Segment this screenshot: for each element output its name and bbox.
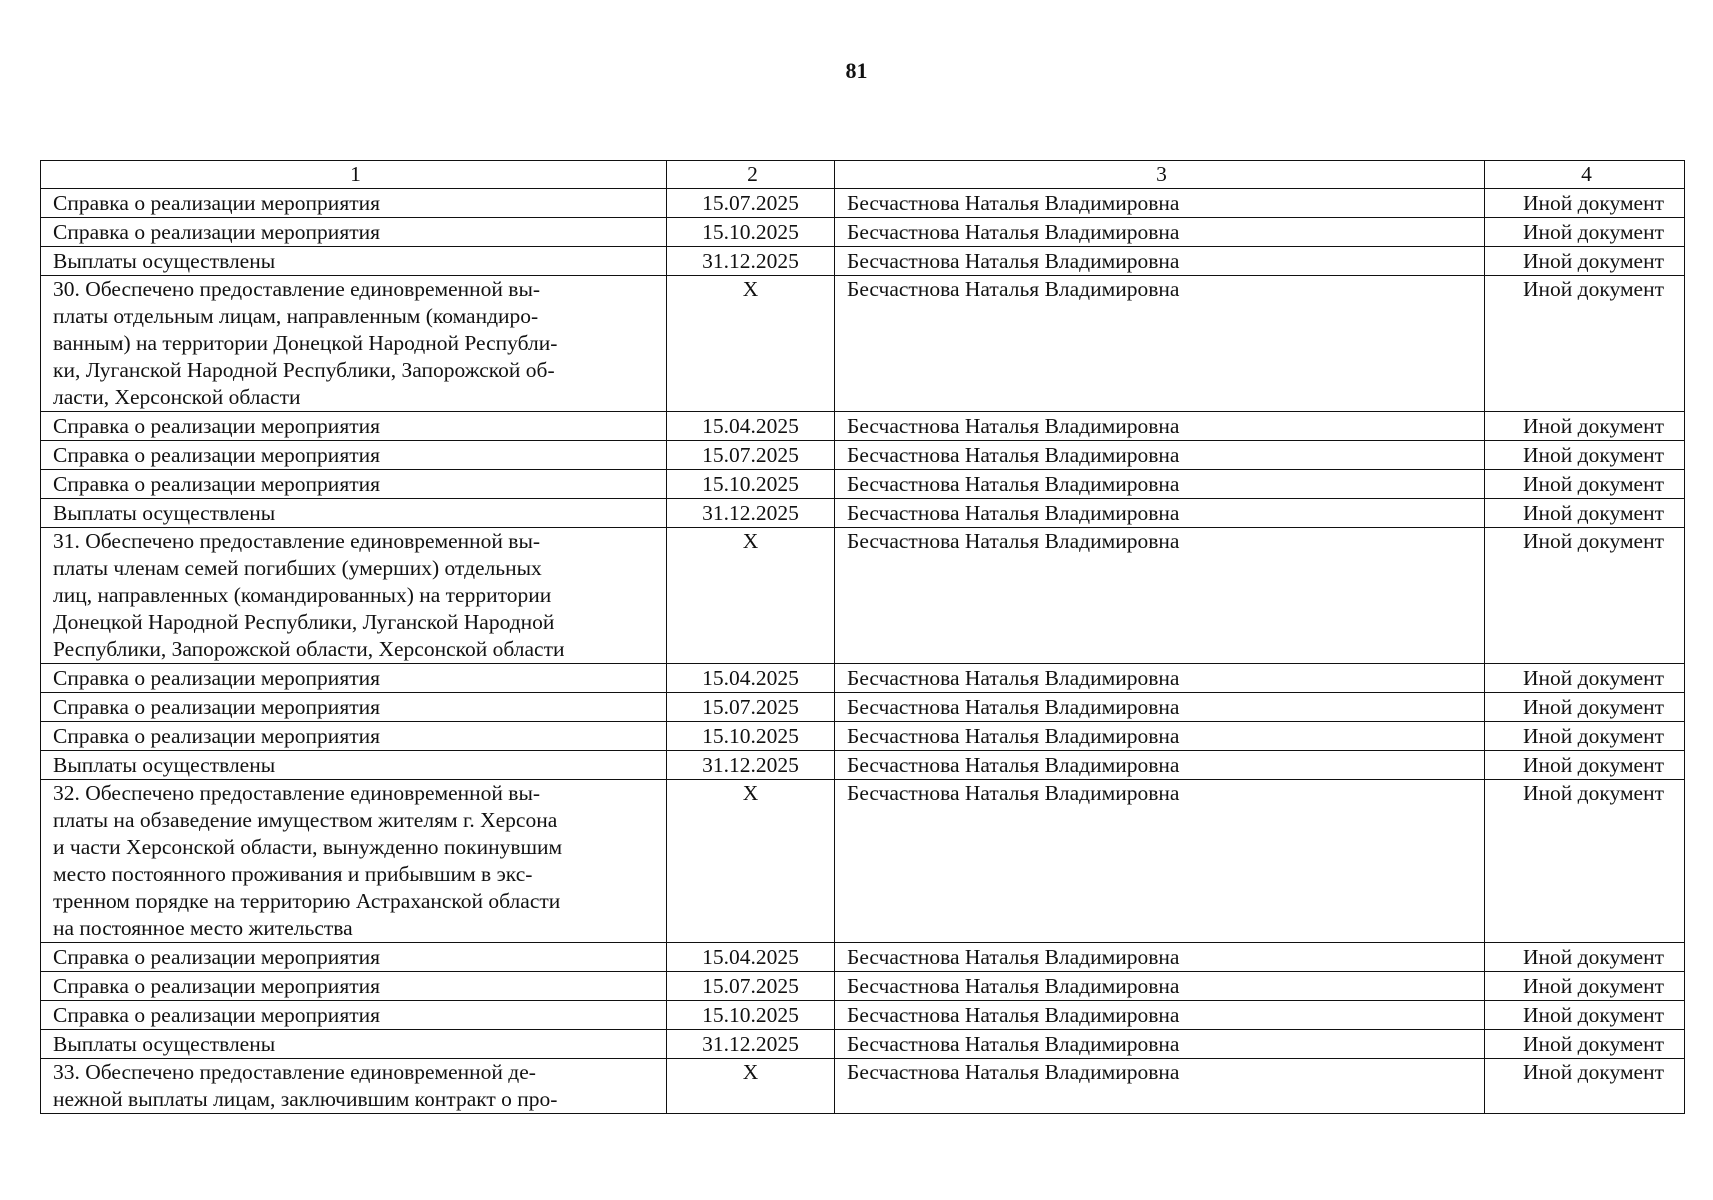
table-row bbox=[41, 247, 1685, 276]
table-cell-col-3: Бесчастнова Наталья Владимировна bbox=[835, 412, 1485, 441]
table-cell-col-2: 15.10.2025 bbox=[667, 218, 835, 247]
document-table bbox=[40, 160, 1685, 1114]
table-cell-col-4: Иной документ bbox=[1485, 276, 1685, 412]
header-col-3: 3 bbox=[835, 161, 1485, 189]
table-row bbox=[41, 943, 1685, 972]
table-cell-col-3: Бесчастнова Наталья Владимировна bbox=[835, 528, 1485, 664]
table-cell-col-4: Иной документ bbox=[1485, 218, 1685, 247]
table-cell-col-1: Справка о реализации мероприятия bbox=[41, 1001, 667, 1030]
table-cell-col-1: 30. Обеспечено предоставление единовременной вы- платы отдельным лицам, направленным (командиро- ванным) на территории Донецкой Народной Республи- ки, Луганской Народной Республики, Запорожской об- ласти, Херсонской области bbox=[41, 276, 667, 412]
table-cell-col-4: Иной документ bbox=[1485, 247, 1685, 276]
table-row bbox=[41, 412, 1685, 441]
table-row bbox=[41, 276, 1685, 412]
table-cell-col-3: Бесчастнова Наталья Владимировна bbox=[835, 972, 1485, 1001]
table-cell-col-3: Бесчастнова Наталья Владимировна bbox=[835, 1030, 1485, 1059]
table-cell-col-4: Иной документ bbox=[1485, 722, 1685, 751]
table-cell-col-2: 15.04.2025 bbox=[667, 664, 835, 693]
table-cell-col-3: Бесчастнова Наталья Владимировна bbox=[835, 247, 1485, 276]
table-cell-col-4: Иной документ bbox=[1485, 189, 1685, 218]
table-cell-col-4: Иной документ bbox=[1485, 1030, 1685, 1059]
table-cell-col-3: Бесчастнова Наталья Владимировна bbox=[835, 276, 1485, 412]
table-cell-col-1: Справка о реализации мероприятия bbox=[41, 972, 667, 1001]
table-cell-col-3: Бесчастнова Наталья Владимировна bbox=[835, 1001, 1485, 1030]
table-cell-col-2: 31.12.2025 bbox=[667, 751, 835, 780]
table-row bbox=[41, 441, 1685, 470]
table-cell-col-1: Справка о реализации мероприятия bbox=[41, 218, 667, 247]
table-cell-col-4: Иной документ bbox=[1485, 441, 1685, 470]
table-row bbox=[41, 1001, 1685, 1030]
table-cell-col-2: Х bbox=[667, 1059, 835, 1114]
table-cell-col-1: Выплаты осуществлены bbox=[41, 499, 667, 528]
table-row bbox=[41, 470, 1685, 499]
table-row bbox=[41, 693, 1685, 722]
table-cell-col-2: 15.07.2025 bbox=[667, 441, 835, 470]
table-body bbox=[41, 161, 1685, 1114]
table-cell-col-3: Бесчастнова Наталья Владимировна bbox=[835, 693, 1485, 722]
table-cell-col-4: Иной документ bbox=[1485, 470, 1685, 499]
table-cell-col-2: 31.12.2025 bbox=[667, 1030, 835, 1059]
table-cell-col-4: Иной документ bbox=[1485, 1059, 1685, 1114]
table-cell-col-2: 15.04.2025 bbox=[667, 943, 835, 972]
table-cell-col-3: Бесчастнова Наталья Владимировна bbox=[835, 780, 1485, 943]
table-cell-col-2: 15.07.2025 bbox=[667, 972, 835, 1001]
table-cell-col-4: Иной документ bbox=[1485, 1001, 1685, 1030]
table-row bbox=[41, 751, 1685, 780]
table-row bbox=[41, 780, 1685, 943]
table-cell-col-2: Х bbox=[667, 780, 835, 943]
table-header-row bbox=[41, 161, 1685, 189]
table-cell-col-1: 33. Обеспечено предоставление единовременной де- нежной выплаты лицам, заключившим контракт о про- bbox=[41, 1059, 667, 1114]
table-row bbox=[41, 1030, 1685, 1059]
table-row bbox=[41, 972, 1685, 1001]
table-cell-col-1: Справка о реализации мероприятия bbox=[41, 722, 667, 751]
table-cell-col-1: 32. Обеспечено предоставление единовременной вы- платы на обзаведение имуществом жителям г. Херсона и части Херсонской области, вынужденно покинувшим место постоянного проживания и прибывшим в экс- тренном порядке на территорию Астраханской области на постоянное место жительства bbox=[41, 780, 667, 943]
table-row bbox=[41, 722, 1685, 751]
table-row bbox=[41, 499, 1685, 528]
table-cell-col-3: Бесчастнова Наталья Владимировна bbox=[835, 470, 1485, 499]
table-cell-col-1: Справка о реализации мероприятия bbox=[41, 441, 667, 470]
table-cell-col-4: Иной документ bbox=[1485, 499, 1685, 528]
table-cell-col-1: Выплаты осуществлены bbox=[41, 751, 667, 780]
table-cell-col-4: Иной документ bbox=[1485, 751, 1685, 780]
table-cell-col-2: 15.10.2025 bbox=[667, 470, 835, 499]
table-row bbox=[41, 218, 1685, 247]
table-cell-col-1: Справка о реализации мероприятия bbox=[41, 189, 667, 218]
table-cell-col-4: Иной документ bbox=[1485, 412, 1685, 441]
table-cell-col-4: Иной документ bbox=[1485, 528, 1685, 664]
table-cell-col-2: 15.10.2025 bbox=[667, 1001, 835, 1030]
table-cell-col-3: Бесчастнова Наталья Владимировна bbox=[835, 218, 1485, 247]
table-cell-col-2: 31.12.2025 bbox=[667, 247, 835, 276]
table-cell-col-1: 31. Обеспечено предоставление единовременной вы- платы членам семей погибших (умерших) отдельных лиц, направленных (командированных) на территории Донецкой Народной Республики, Луганской Народной Республики, Запорожской области, Херсонской области bbox=[41, 528, 667, 664]
table-cell-col-1: Выплаты осуществлены bbox=[41, 1030, 667, 1059]
table-cell-col-3: Бесчастнова Наталья Владимировна bbox=[835, 751, 1485, 780]
table-cell-col-2: 31.12.2025 bbox=[667, 499, 835, 528]
table-row bbox=[41, 1059, 1685, 1114]
table-cell-col-1: Справка о реализации мероприятия bbox=[41, 664, 667, 693]
table-row bbox=[41, 664, 1685, 693]
table-cell-col-1: Справка о реализации мероприятия bbox=[41, 470, 667, 499]
header-col-1: 1 bbox=[41, 161, 667, 189]
table-cell-col-3: Бесчастнова Наталья Владимировна bbox=[835, 664, 1485, 693]
table-cell-col-4: Иной документ bbox=[1485, 664, 1685, 693]
page-number: 81 bbox=[845, 58, 868, 83]
table-cell-col-4: Иной документ bbox=[1485, 780, 1685, 943]
table-cell-col-2: 15.04.2025 bbox=[667, 412, 835, 441]
table-cell-col-3: Бесчастнова Наталья Владимировна bbox=[835, 441, 1485, 470]
table-cell-col-3: Бесчастнова Наталья Владимировна bbox=[835, 1059, 1485, 1114]
table-cell-col-3: Бесчастнова Наталья Владимировна bbox=[835, 943, 1485, 972]
header-col-2: 2 bbox=[667, 161, 835, 189]
table-row bbox=[41, 528, 1685, 664]
table-cell-col-4: Иной документ bbox=[1485, 693, 1685, 722]
table-cell-col-1: Справка о реализации мероприятия bbox=[41, 412, 667, 441]
table-cell-col-2: 15.07.2025 bbox=[667, 189, 835, 218]
table-cell-col-3: Бесчастнова Наталья Владимировна bbox=[835, 722, 1485, 751]
table-cell-col-2: Х bbox=[667, 276, 835, 412]
table-cell-col-3: Бесчастнова Наталья Владимировна bbox=[835, 499, 1485, 528]
table-cell-col-1: Справка о реализации мероприятия bbox=[41, 943, 667, 972]
table-cell-col-1: Справка о реализации мероприятия bbox=[41, 693, 667, 722]
header-col-4: 4 bbox=[1485, 161, 1685, 189]
table-cell-col-4: Иной документ bbox=[1485, 972, 1685, 1001]
table-cell-col-3: Бесчастнова Наталья Владимировна bbox=[835, 189, 1485, 218]
table-row bbox=[41, 189, 1685, 218]
table-cell-col-2: 15.10.2025 bbox=[667, 722, 835, 751]
table-cell-col-2: Х bbox=[667, 528, 835, 664]
table-cell-col-4: Иной документ bbox=[1485, 943, 1685, 972]
table-cell-col-1: Выплаты осуществлены bbox=[41, 247, 667, 276]
table-cell-col-2: 15.07.2025 bbox=[667, 693, 835, 722]
